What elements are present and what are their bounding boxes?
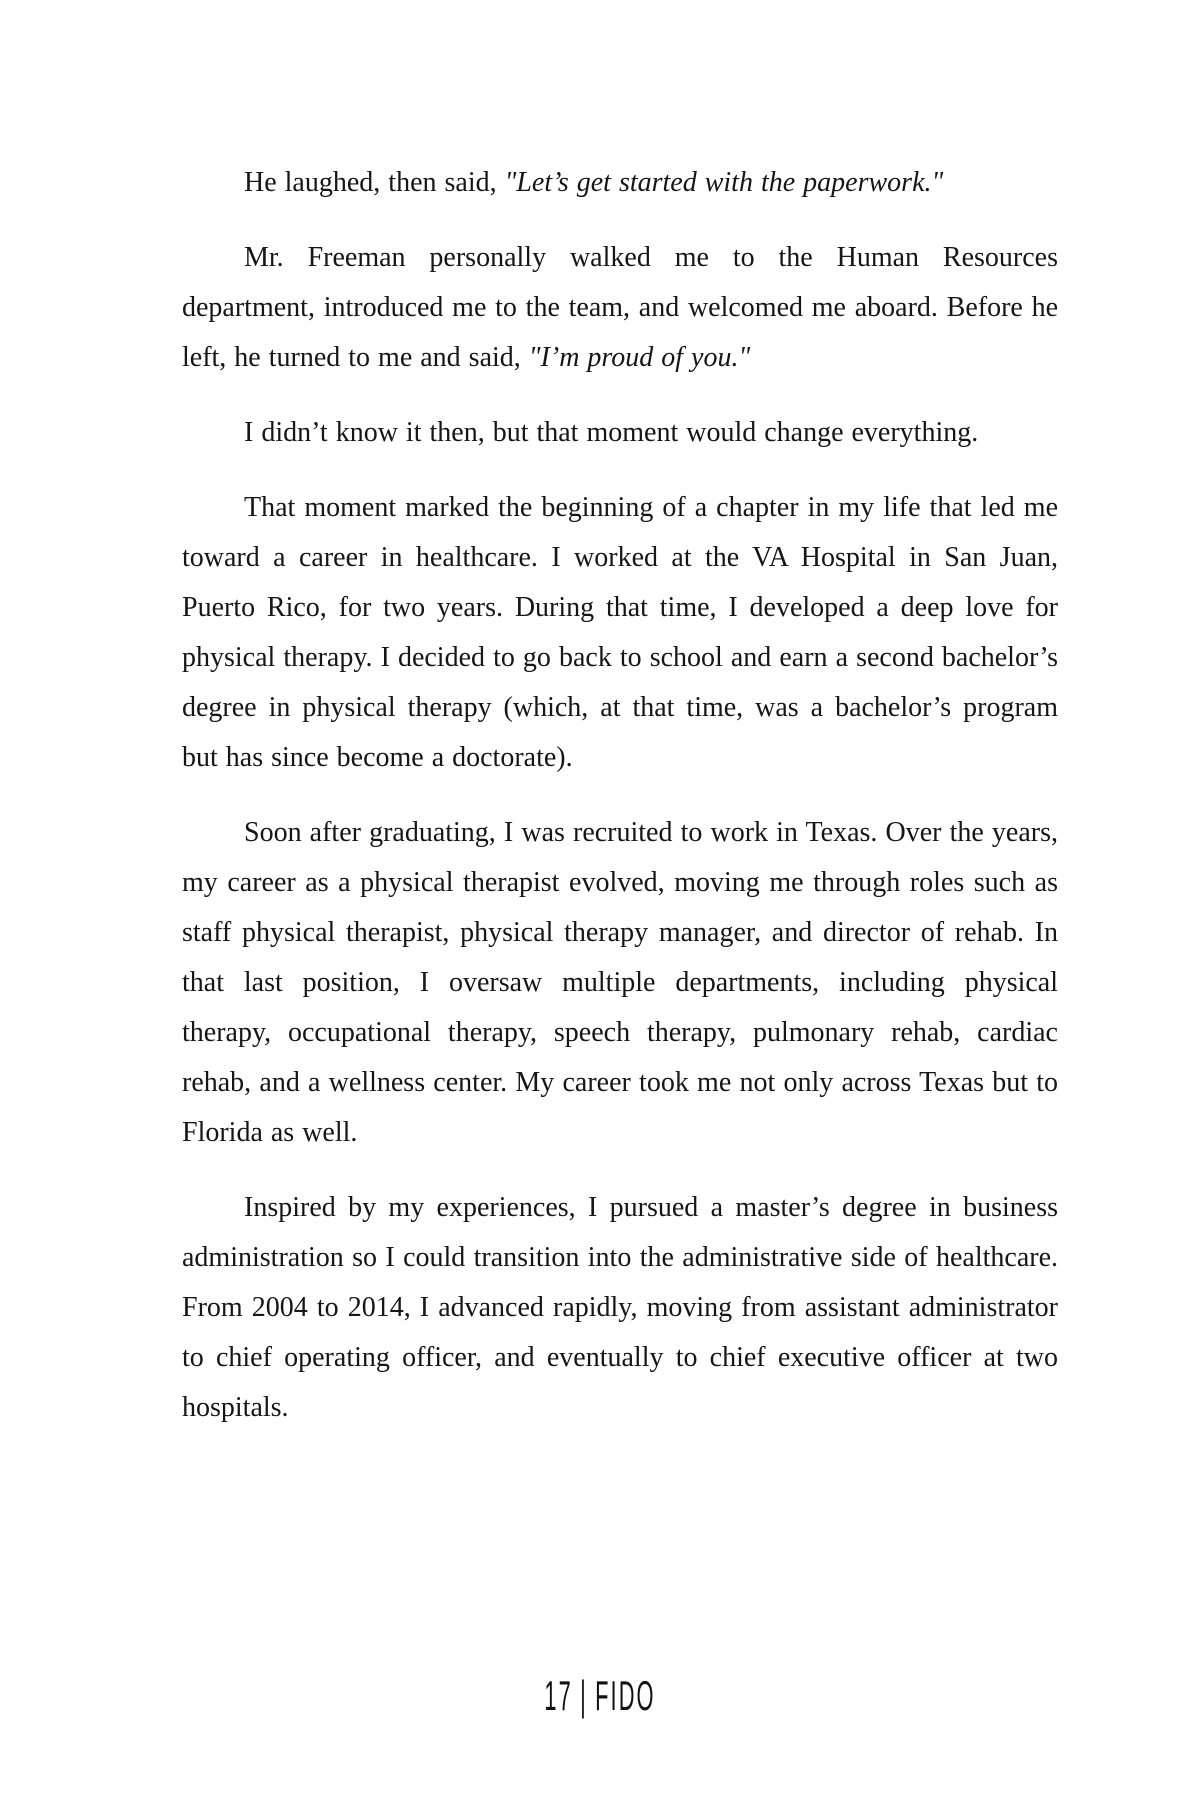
- paragraph-2-text: Mr. Freeman personally walked me to the Human Resources department, introduced me to the team, and welcomed me aboard. Before he left, he turned to me and said,: [182, 242, 1058, 373]
- page-number: 17: [544, 1672, 573, 1719]
- paragraph-2: [182, 233, 1058, 383]
- book-title: FIDO: [595, 1672, 656, 1719]
- paragraph-1-quote: "Let’s get started with the paperwork.": [504, 167, 944, 198]
- paragraph-1-text: He laughed, then said,: [244, 167, 505, 198]
- paragraph-5: [182, 808, 1058, 1158]
- paragraph-3: [182, 408, 1058, 458]
- paragraph-5-text: Soon after graduating, I was recruited to work in Texas. Over the years, my career as a physical therapist evolved, moving me through roles such as staff physical therapist, physical therapy manager, and director of rehab. In that last position, I oversaw multiple departments, including physical therapy, occupational therapy, speech therapy, pulmonary rehab, cardiac rehab, and a wellness center. My career took me not only across Texas but to Florida as well.: [182, 817, 1058, 1148]
- paragraph-6-text: Inspired by my experiences, I pursued a master’s degree in business administration so I could transition into the administrative side of healthcare. From 2004 to 2014, I advanced rapidly, moving from assistant administrator to chief operating officer, and eventually to chief executive officer at two hospitals.: [182, 1192, 1058, 1423]
- paragraph-6: [182, 1183, 1058, 1433]
- paragraph-4: [182, 483, 1058, 783]
- page-body: [182, 158, 1058, 1458]
- footer-separator: |: [580, 1672, 588, 1719]
- paragraph-4-text: That moment marked the beginning of a chapter in my life that led me toward a career in healthcare. I worked at the VA Hospital in San Juan, Puerto Rico, for two years. During that time, I developed a deep love for physical therapy. I decided to go back to school and earn a second bachelor’s degree in physical therapy (which, at that time, was a bachelor’s program but has since become a doctorate).: [182, 492, 1058, 773]
- paragraph-1: [182, 158, 1058, 208]
- page-footer: [0, 1672, 1200, 1720]
- paragraph-3-text: I didn’t know it then, but that moment would change everything.: [244, 417, 979, 448]
- paragraph-2-quote: "I’m proud of you.": [528, 342, 751, 373]
- footer-text: [544, 1672, 655, 1720]
